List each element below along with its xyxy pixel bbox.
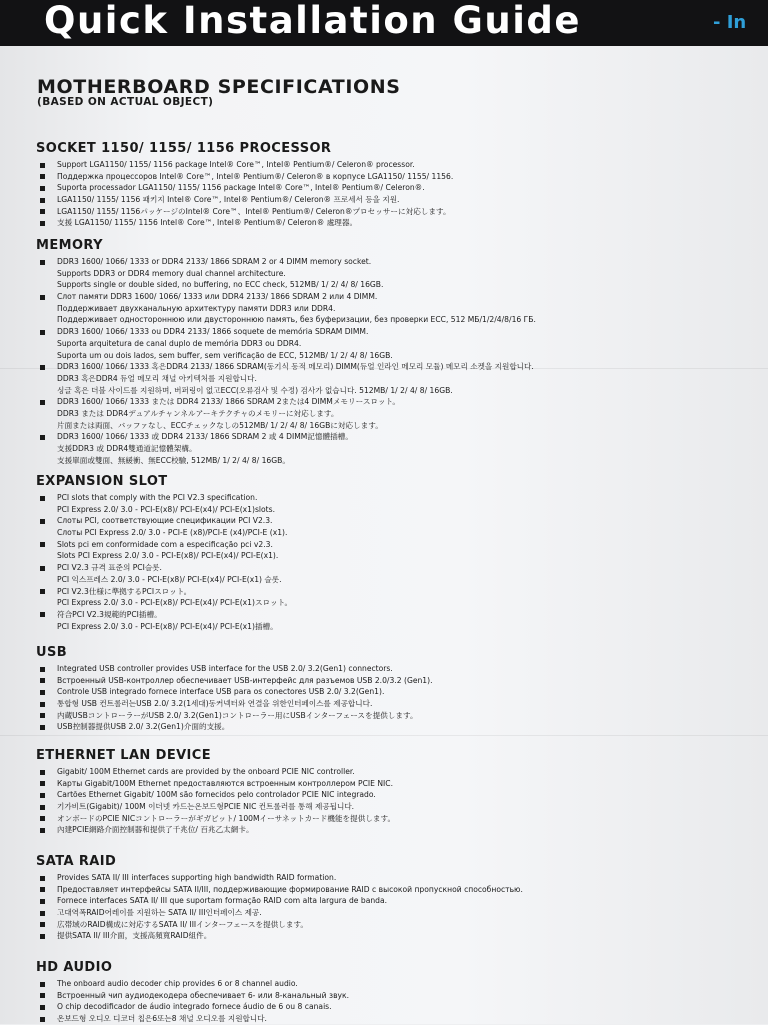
bullet-item: Слоты PCI, соответствующие спецификации PCI V2.3. <box>0 515 768 527</box>
bullet-item: PCI V2.3仕様に準拠するPCIスロット。 <box>0 586 768 598</box>
bullet-item: USB控制器提供USB 2.0/ 3.2(Gen1)介面的支援。 <box>0 721 768 733</box>
bullet-item: Предоставляет интерфейсы SATA II/III, поддерживающие формирование RAID с высокой пропускной способностью. <box>0 884 768 896</box>
bullet-item: Integrated USB controller provides USB interface for the USB 2.0/ 3.2(Gen1) connectors. <box>0 663 768 675</box>
bullet-item: Cartões Ethernet Gigabit/ 100M são fornecidos pelo controlador PCIE NIC integrado. <box>0 789 768 801</box>
bullet-item: 支援 LGA1150/ 1155/ 1156 Intel® Core™, Intel® Pentium®/ Celeron® 處理器。 <box>0 217 768 229</box>
bullet-item: Slots pci em conformidade com a especificação pci v2.3. <box>0 539 768 551</box>
continuation-line: 싱글 혹은 더블 사이드를 지원하며, 버퍼링이 없고ECC(오류검사 및 수정) 검사가 없습니다. 512MB/ 1/ 2/ 4/ 8/ 16GB. <box>57 385 453 395</box>
bullet-item: DDR3 1600/ 1066/ 1333 或 DDR4 2133/ 1866 SDRAM 2 或 4 DIMM記憶體插槽。 <box>0 431 768 443</box>
bullet-item: Support LGA1150/ 1155/ 1156 package Intel® Core™, Intel® Pentium®/ Celeron® processor. <box>0 159 768 171</box>
continuation-line: Supports single or double sided, no buffering, no ECC check, 512MB/ 1/ 2/ 4/ 8/ 16GB. <box>57 280 384 290</box>
continuation-line: Suporta arquitetura de canal duplo de memória DDR3 ou DDR4. <box>57 338 302 348</box>
section-lines <box>0 978 768 1025</box>
section-heading: HD AUDIO <box>36 960 113 975</box>
continuation-line: Поддерживает двухканальную архитектуру памяти DDR3 или DDR4. <box>57 303 336 313</box>
continuation-line: 片面または両面、バッファなし、ECCチェックなしの512MB/ 1/ 2/ 4/ 8/ 16GBに対応します。 <box>57 420 383 430</box>
bullet-item: O chip decodificador de áudio integrado fornece áudio de 6 ou 8 canais. <box>0 1001 768 1013</box>
bullet-item: オンボードのPCIE NICコントローラーがギガビット/ 100Mイーサネットカード機能を提供します。 <box>0 813 768 825</box>
continuation-line: DDR3 または DDR4デュアルチャンネルアーキテクチャのメモリーに対応します。 <box>57 408 339 418</box>
section-lines <box>0 256 768 466</box>
bullet-item: PCI V2.3 규격 표준의 PCI슬롯. <box>0 562 768 574</box>
bullet-item: Suporta processador LGA1150/ 1155/ 1156 package Intel® Core™, Intel® Pentium®/ Celeron®. <box>0 182 768 194</box>
bullet-item: Controle USB integrado fornece interface USB para os conectores USB 2.0/ 3.2(Gen1). <box>0 686 768 698</box>
bullet-item: Provides SATA II/ III interfaces supporting high bandwidth RAID formation. <box>0 872 768 884</box>
bullet-item: LGA1150/ 1155/ 1156 패키지 Intel® Core™, Intel® Pentium®/ Celeron® 프로세서 등을 지원. <box>0 194 768 206</box>
bullet-item: LGA1150/ 1155/ 1156パッケージのIntel® Core™、Intel® Pentium®/ Celeron®プロセッサーに対応します。 <box>0 206 768 218</box>
section-lines <box>0 159 768 229</box>
continuation-line: PCI Express 2.0/ 3.0 - PCI-E(x8)/ PCI-E(x4)/ PCI-E(x1)插槽。 <box>57 621 278 631</box>
bullet-item: 符合PCI V2.3規範的PCI插槽。 <box>0 609 768 621</box>
section-lines <box>0 492 768 632</box>
section-heading: MEMORY <box>36 238 103 253</box>
bullet-item: PCI slots that comply with the PCI V2.3 specification. <box>0 492 768 504</box>
bullet-item: The onboard audio decoder chip provides 6 or 8 channel audio. <box>0 978 768 990</box>
guide-title: Quick Installation Guide <box>44 0 581 42</box>
bullet-item: 고대역폭RAID어레이를 지원하는 SATA II/ III인터페이스 제공. <box>0 907 768 919</box>
document-title: MOTHERBOARD SPECIFICATIONS <box>37 76 401 98</box>
bullet-item: Поддержка процессоров Intel® Core™, Intel® Pentium®/ Celeron® в корпусе LGA1150/ 1155/ 1156. <box>0 171 768 183</box>
section-lines <box>0 766 768 836</box>
continuation-line: PCI Express 2.0/ 3.0 - PCI-E(x8)/ PCI-E(x4)/ PCI-E(x1)スロット。 <box>57 598 293 608</box>
continuation-line: 支援DDR3 或 DDR4雙通道記憶體架構。 <box>57 444 197 453</box>
section-heading: SATA RAID <box>36 854 117 869</box>
bullet-item: Слот памяти DDR3 1600/ 1066/ 1333 или DDR4 2133/ 1866 SDRAM 2 или 4 DIMM. <box>0 291 768 303</box>
bullet-item: DDR3 1600/ 1066/ 1333 혹은DDR4 2133/ 1866 SDRAM(동기식 동적 메모리) DIMM(듀얼 인라인 메모리 모듈) 메모리 소켓을 지원합니다. <box>0 361 768 373</box>
bullet-item: 提供SATA II/ III介面，支援高頻寬RAID組件。 <box>0 930 768 942</box>
section-heading: EXPANSION SLOT <box>36 474 168 489</box>
header-banner <box>0 0 768 46</box>
paper-fold-line <box>0 735 768 736</box>
continuation-line: 支援單面或雙面、無緩衝、無ECC校驗, 512MB/ 1/ 2/ 4/ 8/ 16GB。 <box>57 455 290 465</box>
document-subtitle: (BASED ON ACTUAL OBJECT) <box>37 96 214 108</box>
bullet-item: DDR3 1600/ 1066/ 1333 ou DDR4 2133/ 1866 soquete de memória SDRAM DIMM. <box>0 326 768 338</box>
continuation-line: PCI Express 2.0/ 3.0 - PCI-E(x8)/ PCI-E(x4)/ PCI-E(x1)slots. <box>57 504 276 514</box>
bullet-item: 內建PCIE網路介面控制器和提供了千兆位/ 百兆乙太網卡。 <box>0 824 768 836</box>
bullet-item: Встроенный USB-контроллер обеспечивает USB-интерфейс для разъемов USB 2.0/3.2 (Gen1). <box>0 675 768 687</box>
bullet-item: 통합형 USB 컨트롤러는USB 2.0/ 3.2(1세대)동커넥터와 연결을 위한인터페이스를 제공합니다. <box>0 698 768 710</box>
continuation-line: Слоты PCI Express 2.0/ 3.0 - PCI-E (x8)/PCI-E (x4)/PCI-E (x1). <box>57 528 288 538</box>
continuation-line: Поддерживает одностороннюю или двустороннюю память, без буферизации, без проверки ECC, 512 МБ/1/2/4/8/16 ГБ. <box>57 315 536 325</box>
section-heading: ETHERNET LAN DEVICE <box>36 748 212 763</box>
section-heading: SOCKET 1150/ 1155/ 1156 PROCESSOR <box>36 141 332 156</box>
bullet-item: DDR3 1600/ 1066/ 1333 or DDR4 2133/ 1866 SDRAM 2 or 4 DIMM memory socket. <box>0 256 768 268</box>
section-lines <box>0 872 768 942</box>
bullet-item: Fornece interfaces SATA II/ III que suportam formação RAID com alta largura de banda. <box>0 895 768 907</box>
section-lines <box>0 663 768 733</box>
continuation-line: Slots PCI Express 2.0/ 3.0 - PCI-E(x8)/ PCI-E(x4)/ PCI-E(x1). <box>57 551 279 561</box>
bullet-item: 기가비트(Gigabit)/ 100M 이더넷 카드는온보드형PCIE NIC 컨트롤러를 통해 제공됩니다. <box>0 801 768 813</box>
continuation-line: Suporta um ou dois lados, sem buffer, sem verificação de ECC, 512MB/ 1/ 2/ 4/ 8/ 16GB. <box>57 350 393 360</box>
section-heading: USB <box>36 645 68 660</box>
continuation-line: PCI 익스프레스 2.0/ 3.0 - PCI-E(x8)/ PCI-E(x4)/ PCI-E(x1) 슬롯. <box>57 574 282 584</box>
bullet-item: Gigabit/ 100M Ethernet cards are provided by the onboard PCIE NIC controller. <box>0 766 768 778</box>
bullet-item: DDR3 1600/ 1066/ 1333 または DDR4 2133/ 1866 SDRAM 2または4 DIMMメモリースロット。 <box>0 396 768 408</box>
continuation-line: Supports DDR3 or DDR4 memory dual channel architecture. <box>57 268 286 278</box>
guide-title-suffix: - In <box>713 12 747 33</box>
bullet-item: 온보드형 오디오 디코더 칩은6또는8 채널 오디오를 지원합니다. <box>0 1013 768 1025</box>
bullet-item: Карты Gigabit/100M Ethernet предоставляются встроенным контроллером PCIE NIC. <box>0 778 768 790</box>
bullet-item: 広帯域のRAID構成に対応するSATA II/ IIIインターフェースを提供します。 <box>0 919 768 931</box>
bullet-item: 内蔵USBコントローラーがUSB 2.0/ 3.2(Gen1)コントローラー用にUSBインターフェースを提供します。 <box>0 710 768 722</box>
continuation-line: DDR3 혹은DDR4 듀얼 메모리 채널 아키텍처를 지원합니다. <box>57 373 257 383</box>
bullet-item: Встроенный чип аудиодекодера обеспечивает 6- или 8-канальный звук. <box>0 990 768 1002</box>
